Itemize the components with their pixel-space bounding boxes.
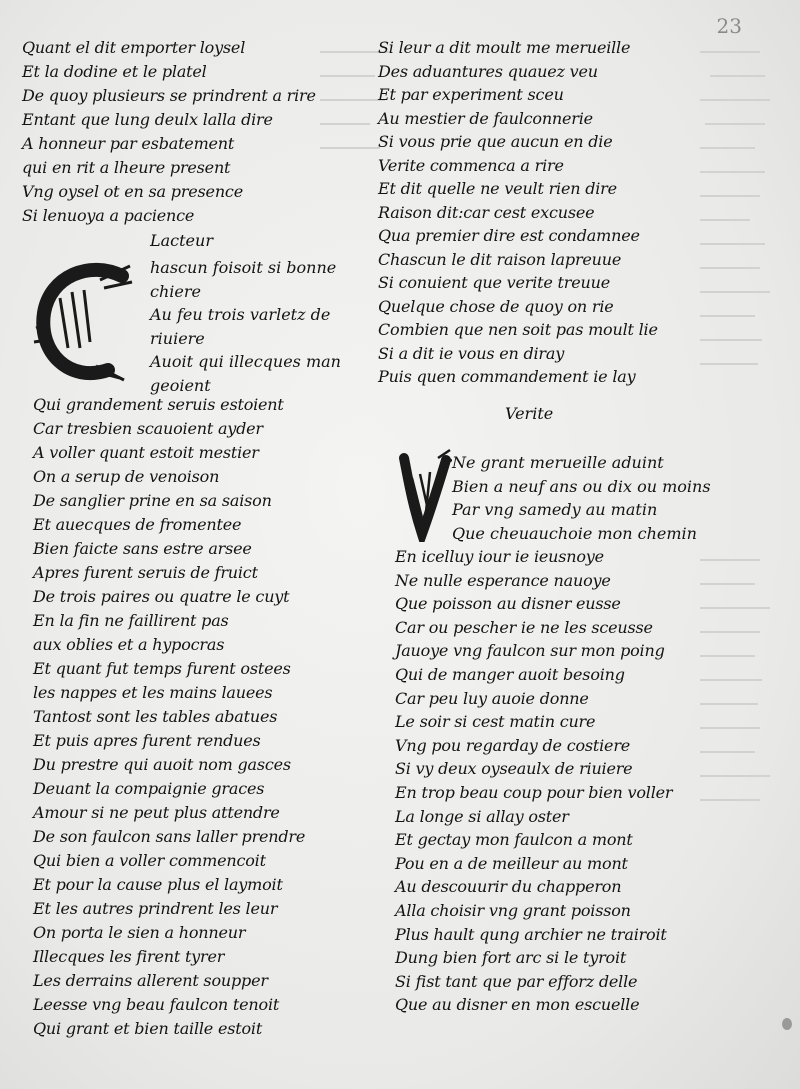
verse-line: Qui de manger auoit besoing [395,664,625,684]
paper-speck [782,1018,792,1030]
verse-line: Qua premier dire est condamnee [378,226,640,245]
verse-line: Ne grant merueille aduint [452,453,664,472]
decorated-initial-c [30,258,142,388]
verse-line: Alla choisir vng grant poisson [395,900,631,920]
verse-line: En la fin ne faillirent pas [33,611,229,630]
verse-line: Et pour la cause plus el laymoit [33,875,283,894]
verse-line: Et les autres prindrent les leur [33,899,278,918]
verse-line: Qui bien a voller commencoit [33,851,266,870]
verse-line: De trois paires ou quatre le cuyt [33,587,290,606]
verse-line: Dung bien fort arc si le tyroit [395,948,627,968]
verse-line: Entant que lung deulx lalla dire [22,110,273,129]
verse-line: En icelluy iour ie ieusnoye [395,547,604,566]
verse-line: Si leur a dit moult me merueille [378,38,631,57]
verse-line: hascun foisoit si bonne [150,258,337,277]
verse-line: Amour si ne peut plus attendre [33,803,280,822]
verse-line: La longe si allay oster [395,806,569,826]
verse-line: Puis quen commandement ie lay [378,367,636,386]
verse-line: Au mestier de faulconnerie [378,108,593,128]
decorated-initial-v [398,448,452,542]
left-main-verses [33,393,305,1041]
verse-line: qui en rit a lheure present [22,158,231,177]
verse-line: Et par experiment sceu [378,85,564,104]
verse-line: Auoit qui illecques man [150,352,341,371]
verse-line: Combien que nen soit pas moult lie [378,320,658,339]
verse-line: De quoy plusieurs se prindrent a rire [22,86,316,105]
verse-line: les nappes et les mains lauees [33,683,273,702]
right-top-verses [378,36,658,389]
verse-line: Quelque chose de quoy on rie [378,296,614,316]
verse-line: On porta le sien a honneur [33,923,246,942]
verse-line: De sanglier prine en sa saison [33,491,272,510]
verse-line: Si a dit ie vous en diray [378,343,565,363]
verse-line: Si vous prie que aucun en die [378,132,613,151]
verse-line: geoient [150,375,211,395]
verse-line: Car ou pescher ie ne les sceusse [395,617,653,637]
speaker-heading-lacteur: Lacteur [150,231,213,250]
verse-line: Les derrains allerent soupper [33,971,268,990]
verse-line: Quant el dit emporter loysel [22,38,246,57]
left-initial-verses [150,256,341,397]
verse-line: Raison dit:car cest excusee [378,202,595,222]
verse-line: Du prestre qui auoit nom gasces [33,755,291,774]
verse-line: Leesse vng beau faulcon tenoit [33,995,280,1014]
verse-line: Que poisson au disner eusse [395,594,621,614]
verse-line: Et la dodine et le platel [22,62,207,81]
verse-line: Qui grant et bien taille estoit [33,1019,263,1038]
verse-line: Et dit quelle ne veult rien dire [378,179,617,198]
speaker-heading-verite: Verite [505,404,554,423]
right-bottom-verses [395,545,672,1017]
verse-line: Si lenuoya a pacience [22,206,195,225]
verse-line: On a serup de venoison [33,467,220,486]
verse-line: Jauoye vng faulcon sur mon poing [395,641,665,661]
verse-line: Ne nulle esperance nauoye [395,570,611,590]
verse-line: Vng oysel ot en sa presence [22,182,243,201]
verse-line: Et auecques de fromentee [33,515,242,534]
verse-line: Au descouurir du chapperon [395,877,622,897]
verse-line: Si conuient que verite treuue [378,273,610,292]
verse-line: De son faulcon sans laller prendre [33,827,306,846]
verse-line: Le soir si cest matin cure [395,712,596,732]
left-top-verses [22,36,316,228]
verse-line: Verite commenca a rire [378,155,564,175]
verse-line: Et quant fut temps furent ostees [33,659,291,678]
verse-line: Que cheuauchoie mon chemin [452,523,697,543]
verse-line: Des aduantures quauez veu [378,61,598,81]
verse-line: Tantost sont les tables abatues [33,707,278,726]
verse-line: A voller quant estoit mestier [33,443,259,462]
verse-line: Plus hault qung archier ne trairoit [395,924,667,944]
verse-line: Pou en a de meilleur au mont [395,853,628,873]
verse-line: Bien faicte sans estre arsee [33,539,252,558]
verse-line: Qui grandement seruis estoient [33,395,284,414]
verse-line: Car tresbien scauoient ayder [33,419,263,438]
verse-line: Vng pou regarday de costiere [395,735,631,755]
verse-line: Au feu trois varletz de [150,305,331,324]
verse-line: Apres furent seruis de fruict [33,563,258,582]
verse-line: chiere [150,281,201,301]
verse-line: riuiere [150,328,205,348]
folio-number: 23 [716,14,742,38]
verse-line: Deuant la compaignie graces [33,779,265,798]
verse-line: Et puis apres furent rendues [33,731,261,750]
verse-line: Par vng samedy au matin [452,500,658,519]
verse-line: Chascun le dit raison lapreuue [378,249,622,269]
verse-line: Et gectay mon faulcon a mont [395,830,633,850]
verse-line: Illecques les firent tyrer [33,947,225,966]
verse-line: Que au disner en mon escuelle [395,995,640,1015]
verse-line: Bien a neuf ans ou dix ou moins [452,476,711,496]
right-initial-verses [452,451,711,545]
verse-line: aux oblies et a hypocras [33,635,225,654]
verse-line: Si vy deux oyseaulx de riuiere [395,759,633,779]
verse-line: Si fist tant que par efforz delle [395,971,638,991]
verse-line: A honneur par esbatement [22,134,235,153]
verse-line: En trop beau coup pour bien voller [395,782,673,802]
verse-line: Car peu luy auoie donne [395,688,589,708]
